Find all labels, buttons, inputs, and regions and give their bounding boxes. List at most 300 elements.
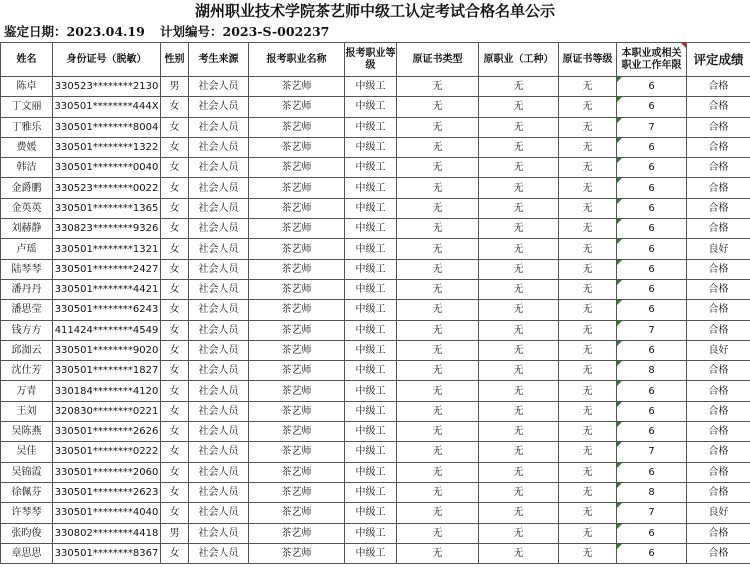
table-row [1,340,750,360]
cell-work-years: 8 [617,361,687,381]
cell-work-years: 7 [617,117,687,137]
cell-source: 社会人员 [189,320,249,340]
cell-orig-cert-type: 无 [397,442,479,462]
cell-work-years: 6 [617,340,687,360]
cell-id-number: 330501********444X [53,97,161,117]
cell-orig-cert-type: 无 [397,137,479,157]
cell-name: 沈仕芳 [1,361,53,381]
cell-gender: 女 [161,401,189,421]
cell-source: 社会人员 [189,198,249,218]
cell-gender: 女 [161,259,189,279]
table-body [1,77,750,564]
cell-orig-cert-type: 无 [397,117,479,137]
cell-gender: 女 [161,97,189,117]
cell-orig-occupation: 无 [479,503,559,523]
cell-orig-occupation: 无 [479,300,559,320]
cell-work-years: 6 [617,279,687,299]
cell-source: 社会人员 [189,219,249,239]
table-row [1,320,750,340]
cell-name: 韩洁 [1,158,53,178]
cell-gender: 女 [161,320,189,340]
cell-orig-cert-level: 无 [559,543,617,563]
cell-orig-occupation: 无 [479,462,559,482]
cell-source: 社会人员 [189,178,249,198]
cell-level: 中级工 [345,482,397,502]
cell-orig-occupation: 无 [479,198,559,218]
table-row [1,178,750,198]
cell-occupation: 茶艺师 [249,77,345,97]
cell-level: 中级工 [345,117,397,137]
cell-orig-cert-type: 无 [397,543,479,563]
cell-gender: 女 [161,137,189,157]
cell-result: 合格 [687,401,750,421]
appraisal-date: 鉴定日期：2023.04.19 [4,24,145,39]
cell-occupation: 茶艺师 [249,340,345,360]
cell-orig-cert-level: 无 [559,482,617,502]
cell-result: 合格 [687,117,750,137]
cell-work-years: 6 [617,422,687,442]
cell-orig-cert-level: 无 [559,340,617,360]
cell-id-number: 330501********2427 [53,259,161,279]
cell-gender: 女 [161,381,189,401]
cell-orig-occupation: 无 [479,77,559,97]
cell-orig-cert-type: 无 [397,381,479,401]
result-sheet [0,42,750,564]
cell-work-years: 6 [617,543,687,563]
cell-level: 中级工 [345,239,397,259]
cell-result: 合格 [687,259,750,279]
cell-source: 社会人员 [189,523,249,543]
cell-level: 中级工 [345,300,397,320]
cell-gender: 女 [161,503,189,523]
cell-orig-cert-type: 无 [397,239,479,259]
cell-name: 金爵鹏 [1,178,53,198]
cell-name: 潘思莹 [1,300,53,320]
cell-orig-cert-level: 无 [559,462,617,482]
cell-orig-occupation: 无 [479,401,559,421]
cell-id-number: 330501********2623 [53,482,161,502]
results-table [0,42,750,564]
cell-orig-cert-level: 无 [559,442,617,462]
cell-orig-cert-type: 无 [397,97,479,117]
cell-result: 合格 [687,422,750,442]
cell-result: 合格 [687,462,750,482]
cell-result: 合格 [687,219,750,239]
cell-level: 中级工 [345,381,397,401]
info-line [0,22,750,42]
cell-gender: 女 [161,279,189,299]
cell-level: 中级工 [345,462,397,482]
cell-work-years: 7 [617,503,687,523]
cell-level: 中级工 [345,503,397,523]
cell-name: 丁文丽 [1,97,53,117]
cell-occupation: 茶艺师 [249,178,345,198]
cell-id-number: 330802********4418 [53,523,161,543]
cell-level: 中级工 [345,543,397,563]
cell-level: 中级工 [345,361,397,381]
table-row [1,442,750,462]
cell-orig-cert-type: 无 [397,422,479,442]
cell-gender: 女 [161,117,189,137]
cell-occupation: 茶艺师 [249,300,345,320]
cell-source: 社会人员 [189,239,249,259]
cell-orig-cert-level: 无 [559,77,617,97]
cell-id-number: 330501********1322 [53,137,161,157]
cell-id-number: 330501********2626 [53,422,161,442]
cell-gender: 女 [161,219,189,239]
cell-result: 良好 [687,239,750,259]
cell-source: 社会人员 [189,279,249,299]
cell-result: 合格 [687,198,750,218]
cell-orig-cert-level: 无 [559,117,617,137]
cell-orig-occupation: 无 [479,259,559,279]
cell-occupation: 茶艺师 [249,320,345,340]
cell-id-number: 330523********0022 [53,178,161,198]
table-row [1,259,750,279]
cell-occupation: 茶艺师 [249,462,345,482]
cell-level: 中级工 [345,137,397,157]
cell-result: 良好 [687,340,750,360]
cell-id-number: 330501********8004 [53,117,161,137]
cell-orig-occupation: 无 [479,482,559,502]
cell-source: 社会人员 [189,401,249,421]
cell-occupation: 茶艺师 [249,137,345,157]
cell-level: 中级工 [345,279,397,299]
cell-level: 中级工 [345,158,397,178]
cell-orig-cert-type: 无 [397,482,479,502]
cell-name: 潘丹丹 [1,279,53,299]
cell-id-number: 330501********6243 [53,300,161,320]
cell-occupation: 茶艺师 [249,523,345,543]
cell-id-number: 330501********9020 [53,340,161,360]
cell-source: 社会人员 [189,503,249,523]
cell-id-number: 330501********4040 [53,503,161,523]
cell-id-number: 330501********1321 [53,239,161,259]
cell-orig-occupation: 无 [479,320,559,340]
cell-source: 社会人员 [189,340,249,360]
cell-source: 社会人员 [189,259,249,279]
cell-source: 社会人员 [189,482,249,502]
cell-id-number: 330501********0222 [53,442,161,462]
cell-level: 中级工 [345,340,397,360]
cell-orig-cert-level: 无 [559,178,617,198]
cell-level: 中级工 [345,259,397,279]
cell-name: 丁雅乐 [1,117,53,137]
cell-orig-occupation: 无 [479,219,559,239]
cell-result: 合格 [687,523,750,543]
cell-occupation: 茶艺师 [249,219,345,239]
cell-level: 中级工 [345,198,397,218]
cell-name: 许琴琴 [1,503,53,523]
cell-source: 社会人员 [189,117,249,137]
cell-orig-cert-level: 无 [559,239,617,259]
cell-source: 社会人员 [189,300,249,320]
cell-level: 中级工 [345,401,397,421]
cell-gender: 女 [161,178,189,198]
cell-result: 合格 [687,442,750,462]
cell-name: 章思思 [1,543,53,563]
cell-source: 社会人员 [189,361,249,381]
table-row [1,77,750,97]
cell-level: 中级工 [345,442,397,462]
cell-occupation: 茶艺师 [249,97,345,117]
cell-orig-cert-type: 无 [397,320,479,340]
cell-orig-cert-type: 无 [397,340,479,360]
cell-work-years: 6 [617,381,687,401]
document-title: 湖州职业技术学院茶艺师中级工认定考试合格名单公示 [194,2,555,20]
plan-number: 计划编号：2023-S-002237 [160,24,330,39]
cell-orig-cert-level: 无 [559,259,617,279]
header-orig-occupation: 原职业（工种） [479,43,559,77]
cell-id-number: 330501********1365 [53,198,161,218]
cell-orig-cert-level: 无 [559,198,617,218]
cell-id-number: 330501********2060 [53,462,161,482]
cell-occupation: 茶艺师 [249,442,345,462]
cell-orig-cert-level: 无 [559,422,617,442]
cell-occupation: 茶艺师 [249,401,345,421]
cell-orig-cert-level: 无 [559,137,617,157]
cell-result: 合格 [687,279,750,299]
cell-orig-cert-level: 无 [559,381,617,401]
cell-name: 金英英 [1,198,53,218]
cell-source: 社会人员 [189,381,249,401]
cell-work-years: 6 [617,97,687,117]
cell-orig-cert-type: 无 [397,219,479,239]
table-row [1,381,750,401]
cell-id-number: 330184********4120 [53,381,161,401]
cell-id-number: 330501********0040 [53,158,161,178]
cell-id-number: 330501********1827 [53,361,161,381]
cell-level: 中级工 [345,178,397,198]
header-orig-cert-type: 原证书类型 [397,43,479,77]
cell-orig-cert-type: 无 [397,401,479,421]
cell-orig-cert-level: 无 [559,97,617,117]
cell-level: 中级工 [345,422,397,442]
cell-work-years: 7 [617,442,687,462]
cell-orig-cert-type: 无 [397,462,479,482]
cell-work-years: 6 [617,137,687,157]
cell-source: 社会人员 [189,462,249,482]
cell-occupation: 茶艺师 [249,361,345,381]
header-orig-cert-level: 原证书等级 [559,43,617,77]
cell-name: 陆琴琴 [1,259,53,279]
cell-name: 陈卓 [1,77,53,97]
cell-orig-cert-level: 无 [559,523,617,543]
cell-level: 中级工 [345,523,397,543]
cell-level: 中级工 [345,97,397,117]
cell-orig-occupation: 无 [479,442,559,462]
cell-occupation: 茶艺师 [249,381,345,401]
cell-name: 徐佩芬 [1,482,53,502]
cell-work-years: 6 [617,77,687,97]
cell-work-years: 6 [617,401,687,421]
cell-source: 社会人员 [189,97,249,117]
cell-occupation: 茶艺师 [249,482,345,502]
cell-occupation: 茶艺师 [249,543,345,563]
cell-orig-cert-type: 无 [397,198,479,218]
cell-id-number: 411424********4549 [53,320,161,340]
cell-orig-occupation: 无 [479,381,559,401]
cell-id-number: 330823********9326 [53,219,161,239]
cell-occupation: 茶艺师 [249,503,345,523]
cell-name: 万青 [1,381,53,401]
cell-orig-occupation: 无 [479,117,559,137]
cell-work-years: 6 [617,462,687,482]
cell-name: 费媛 [1,137,53,157]
header-work-years: 本职业或相关职业工作年限 [617,43,687,77]
cell-gender: 男 [161,523,189,543]
cell-name: 卢瑶 [1,239,53,259]
header-row [1,43,750,77]
cell-name: 吴陈燕 [1,422,53,442]
cell-work-years: 6 [617,259,687,279]
cell-work-years: 6 [617,523,687,543]
table-row [1,422,750,442]
cell-result: 合格 [687,482,750,502]
table-row [1,361,750,381]
cell-result: 合格 [687,320,750,340]
cell-result: 合格 [687,97,750,117]
table-row [1,97,750,117]
cell-result: 合格 [687,361,750,381]
cell-orig-occupation: 无 [479,239,559,259]
cell-orig-occupation: 无 [479,543,559,563]
table-row [1,300,750,320]
cell-orig-cert-type: 无 [397,503,479,523]
cell-result: 合格 [687,178,750,198]
table-row [1,219,750,239]
cell-name: 刘赫静 [1,219,53,239]
cell-source: 社会人员 [189,77,249,97]
cell-gender: 女 [161,543,189,563]
cell-gender: 女 [161,239,189,259]
cell-orig-cert-type: 无 [397,279,479,299]
cell-gender: 女 [161,340,189,360]
cell-orig-cert-type: 无 [397,178,479,198]
table-row [1,137,750,157]
cell-source: 社会人员 [189,543,249,563]
cell-orig-occupation: 无 [479,340,559,360]
cell-gender: 男 [161,77,189,97]
table-row [1,279,750,299]
cell-level: 中级工 [345,320,397,340]
header-name: 姓名 [1,43,53,77]
cell-work-years: 6 [617,178,687,198]
cell-gender: 女 [161,422,189,442]
cell-work-years: 6 [617,300,687,320]
cell-orig-cert-type: 无 [397,158,479,178]
cell-orig-cert-level: 无 [559,503,617,523]
cell-orig-cert-level: 无 [559,361,617,381]
cell-name: 吴锦霞 [1,462,53,482]
cell-orig-occupation: 无 [479,361,559,381]
cell-work-years: 8 [617,482,687,502]
cell-name: 钱方方 [1,320,53,340]
cell-orig-cert-level: 无 [559,158,617,178]
cell-orig-occupation: 无 [479,137,559,157]
cell-orig-cert-level: 无 [559,300,617,320]
cell-gender: 女 [161,442,189,462]
cell-orig-cert-type: 无 [397,259,479,279]
cell-result: 良好 [687,503,750,523]
cell-source: 社会人员 [189,422,249,442]
cell-level: 中级工 [345,77,397,97]
cell-occupation: 茶艺师 [249,117,345,137]
table-row [1,523,750,543]
cell-orig-occupation: 无 [479,279,559,299]
cell-orig-occupation: 无 [479,178,559,198]
cell-name: 张昀俊 [1,523,53,543]
cell-gender: 女 [161,158,189,178]
header-level: 报考职业等级 [345,43,397,77]
cell-orig-occupation: 无 [479,422,559,442]
cell-result: 合格 [687,300,750,320]
cell-work-years: 6 [617,239,687,259]
table-row [1,482,750,502]
cell-orig-cert-level: 无 [559,320,617,340]
cell-result: 合格 [687,77,750,97]
cell-occupation: 茶艺师 [249,259,345,279]
cell-source: 社会人员 [189,137,249,157]
cell-work-years: 6 [617,198,687,218]
table-row [1,543,750,563]
cell-result: 合格 [687,543,750,563]
header-gender: 性别 [161,43,189,77]
cell-occupation: 茶艺师 [249,239,345,259]
cell-orig-cert-level: 无 [559,219,617,239]
table-row [1,198,750,218]
cell-occupation: 茶艺师 [249,198,345,218]
table-row [1,401,750,421]
cell-result: 合格 [687,137,750,157]
cell-source: 社会人员 [189,158,249,178]
table-row [1,239,750,259]
table-row [1,503,750,523]
cell-id-number: 320830********0221 [53,401,161,421]
cell-result: 合格 [687,381,750,401]
cell-result: 合格 [687,158,750,178]
cell-occupation: 茶艺师 [249,158,345,178]
table-row [1,117,750,137]
cell-orig-cert-type: 无 [397,77,479,97]
cell-name: 吴佳 [1,442,53,462]
cell-orig-cert-level: 无 [559,401,617,421]
cell-id-number: 330501********8367 [53,543,161,563]
cell-orig-cert-type: 无 [397,523,479,543]
cell-orig-occupation: 无 [479,97,559,117]
header-id-number: 身份证号（脱敏） [53,43,161,77]
cell-gender: 女 [161,300,189,320]
cell-gender: 女 [161,198,189,218]
table-row [1,462,750,482]
cell-occupation: 茶艺师 [249,422,345,442]
cell-work-years: 6 [617,158,687,178]
cell-orig-occupation: 无 [479,523,559,543]
cell-work-years: 7 [617,320,687,340]
cell-orig-cert-type: 无 [397,300,479,320]
header-source: 考生来源 [189,43,249,77]
cell-level: 中级工 [345,219,397,239]
cell-occupation: 茶艺师 [249,279,345,299]
cell-orig-cert-type: 无 [397,361,479,381]
cell-source: 社会人员 [189,442,249,462]
cell-name: 邱洳云 [1,340,53,360]
cell-orig-occupation: 无 [479,158,559,178]
header-occupation: 报考职业名称 [249,43,345,77]
table-row [1,158,750,178]
cell-gender: 女 [161,462,189,482]
cell-gender: 女 [161,361,189,381]
